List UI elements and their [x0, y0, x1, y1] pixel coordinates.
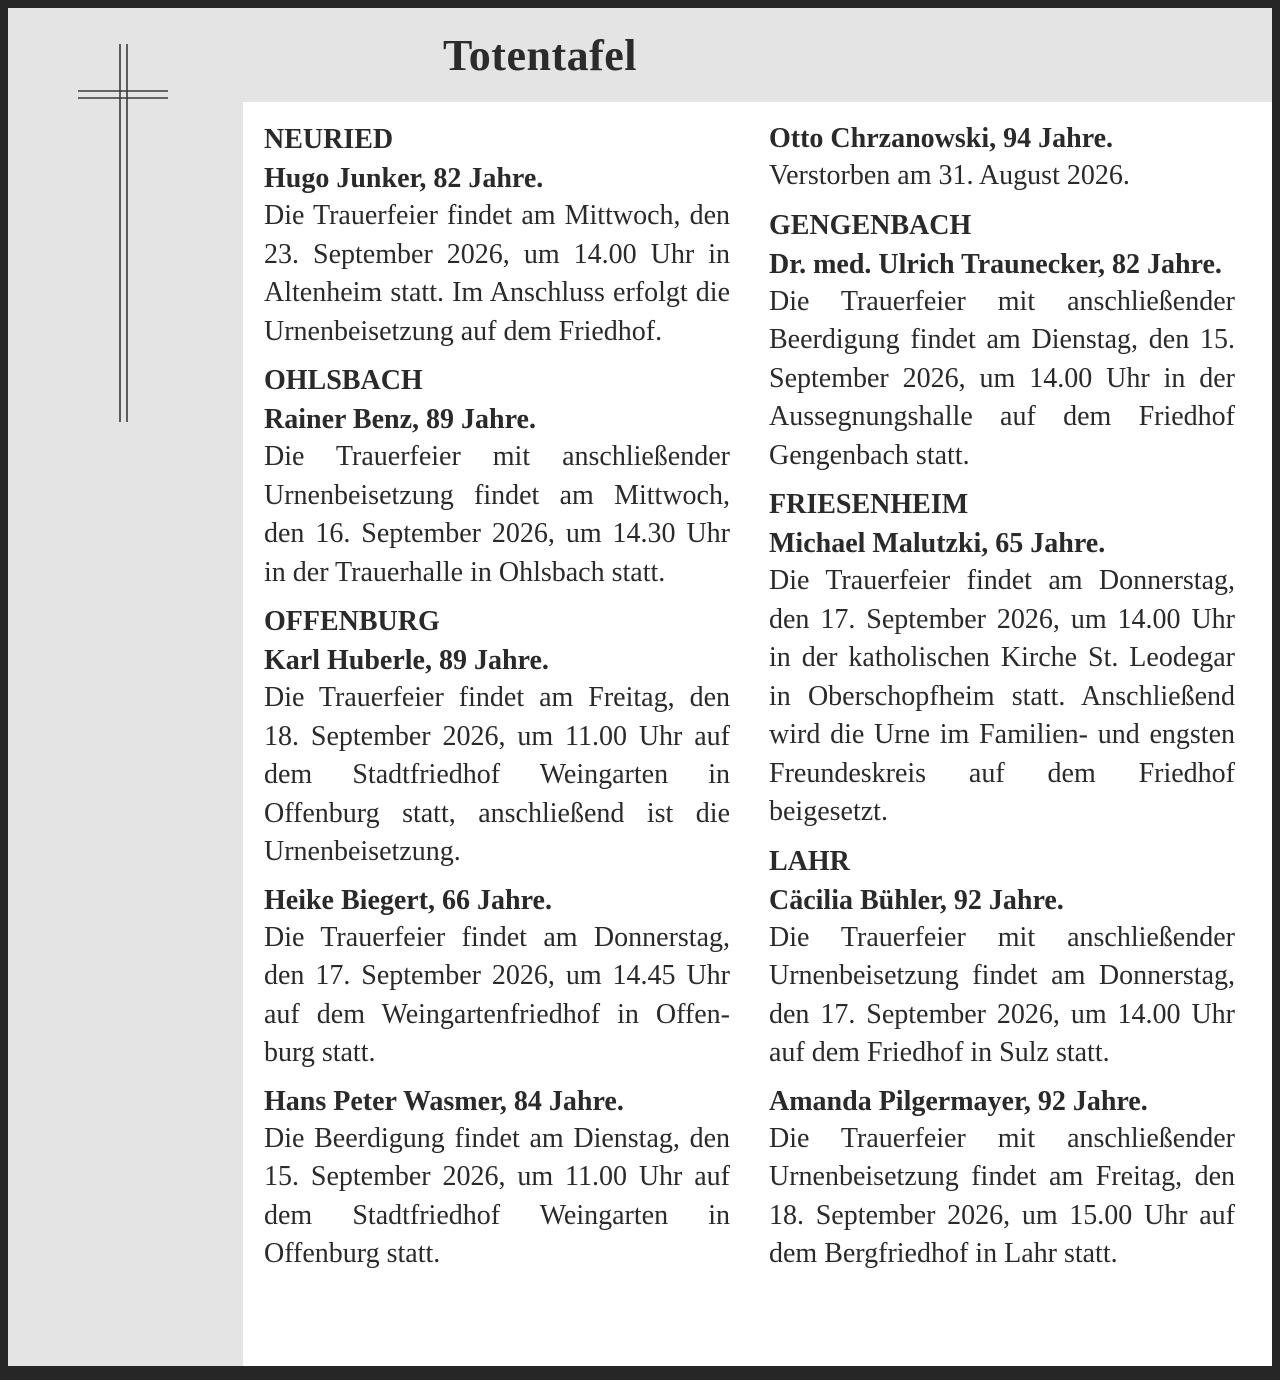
place-heading: FRIESENHEIM [769, 489, 969, 520]
place-heading: LAHR [769, 845, 850, 877]
place-heading: NEURIED [264, 124, 394, 155]
left-column [264, 120, 730, 1284]
deceased-name: Dr. med. Ulrich Traunecker, 82 Jahre. [769, 248, 1222, 280]
deceased-name: Karl Huberle, 89 Jahre. [264, 645, 549, 676]
place-heading: GENGENBACH [769, 209, 972, 241]
notice-text: Die Trauerfeier findet am Donnerstag, den 17. September 2026, um 14.45 Uhr auf dem Weingartenfriedhof in Offenburg statt. [264, 921, 730, 1068]
obituary-board [8, 8, 1272, 1366]
notice-text: Die Trauerfeier mit anschließender Urnenbeisetzung findet am Donnerstag, den 17. September 2026, um 14.00 Uhr auf dem Friedhof in Sulz statt. [769, 921, 1235, 1068]
notice-text: Die Trauerfeier mit anschließender Beerdigung findet am Dienstag, den 15. September 2026, um 14.00 Uhr in der Aussegnungshalle auf dem Friedhof Gengenbach statt. [769, 285, 1235, 471]
deceased-name: Hans Peter Wasmer, 84 Jahre. [264, 1085, 624, 1117]
notice-text: Die Trauerfeier findet am Freitag, den 18. September 2026, um 11.00 Uhr auf dem Stadtfriedhof Weingarten in Offenburg statt, anschließend ist die Urnenbeisetzung. [264, 682, 730, 867]
page-title: Totentafel [442, 31, 638, 80]
place-heading: OFFENBURG [264, 606, 440, 637]
obituary-content [243, 102, 1272, 1366]
deceased-name: Cäcilia Bühler, 92 Jahre. [769, 884, 1064, 916]
notice-text: Die Beerdigung findet am Dienstag, den 15. September 2026, um 11.00 Uhr auf dem Stadtfriedhof Weingarten in Offenburg statt. [264, 1122, 730, 1269]
notice-text: Die Trauerfeier mit anschließender Urnenbeisetzung findet am Mittwoch, den 16. September 2026, um 14.30 Uhr in der Trauerhalle in Ohlsbach statt. [264, 441, 730, 588]
place-heading: OHLSBACH [264, 365, 423, 396]
deceased-name: Rainer Benz, 89 Jahre. [264, 404, 536, 435]
deceased-name: Heike Biegert, 66 Jahre. [264, 884, 552, 916]
notice-text: Die Trauerfeier findet am Mittwoch, den 23. September 2026, um 14.00 Uhr in Altenheim statt. Im Anschluss erfolgt die Urnenbeisetzung auf dem Friedhof. [264, 200, 730, 347]
deceased-name: Otto Chrzanowski, 94 Jahre. [769, 123, 1114, 154]
right-column [769, 120, 1235, 1284]
notice-text: Die Trauerfeier findet am Donnerstag, den 17. September 2026, um 14.00 Uhr in der katholischen Kirche St. Leodegar in Oberschopfheim statt. Anschließend wird die Urne im Familien- und engsten Freundeskreis auf dem Friedhof beigesetzt. [769, 565, 1235, 827]
deceased-name: Hugo Junker, 82 Jahre. [264, 163, 544, 194]
deceased-name: Michael Malutzki, 65 Jahre. [769, 528, 1106, 559]
notice-text: Verstorben am 31. August 2026. [769, 160, 1130, 191]
notice-text: Die Trauerfeier mit anschließender Urnenbeisetzung findet am Freitag, den 18. September 2026, um 15.00 Uhr auf dem Bergfriedhof in Lahr statt. [769, 1122, 1235, 1269]
deceased-name: Amanda Pilgermayer, 92 Jahre. [769, 1085, 1148, 1117]
